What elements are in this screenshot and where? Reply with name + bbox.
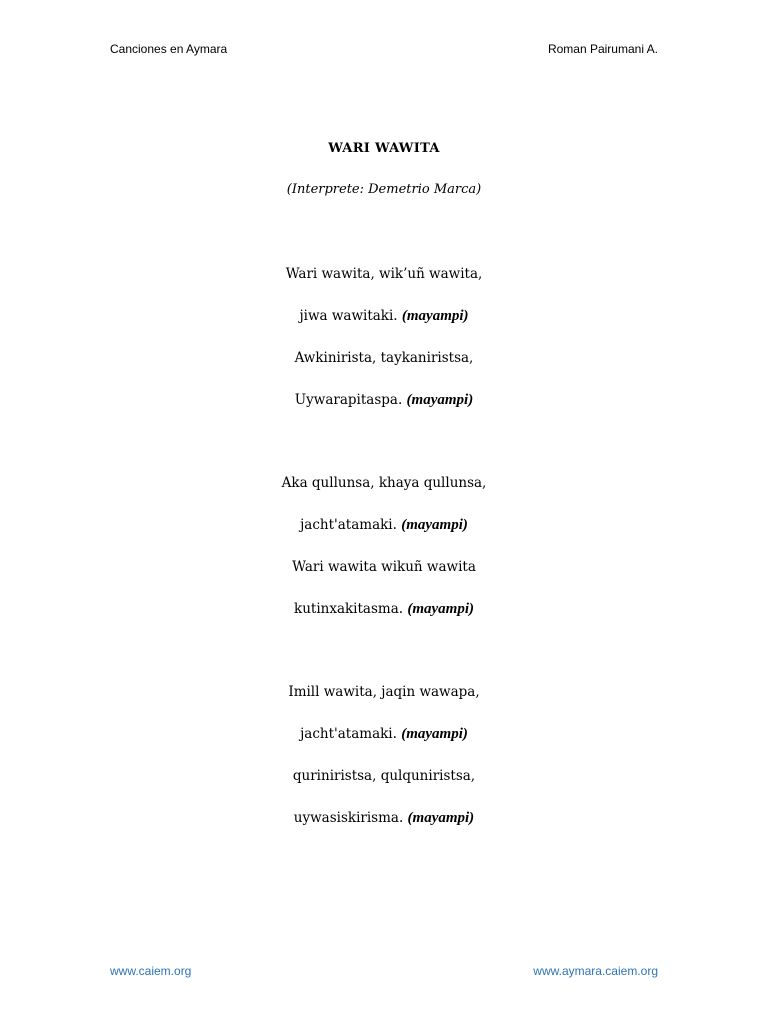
- lyric-line: [0, 264, 768, 284]
- lyric-line: [0, 557, 768, 577]
- refrain-mark: (mayampi): [401, 517, 468, 533]
- lyric-line: [0, 515, 768, 535]
- page-footer: [110, 964, 658, 982]
- lyric-line: [0, 724, 768, 744]
- lyric-text: kutinxakitasma.: [294, 601, 408, 617]
- refrain-mark: (mayampi): [407, 810, 475, 826]
- lyric-text: Aka qullunsa, khaya qullunsa,: [281, 475, 487, 491]
- lyric-line: [0, 348, 768, 368]
- refrain-mark: (mayampi): [401, 726, 468, 742]
- lyric-text: jacht'atamaki.: [300, 726, 402, 742]
- lyric-text: uywasiskirisma.: [293, 810, 408, 826]
- page-header: [110, 42, 658, 60]
- lyric-text: Wari wawita wikuñ wawita: [292, 559, 476, 575]
- refrain-mark: (mayampi): [407, 601, 474, 617]
- refrain-mark: (mayampi): [406, 392, 474, 408]
- lyric-text: Uywarapitaspa.: [294, 392, 407, 408]
- song-interpreter: (Interprete: Demetrio Marca): [286, 182, 482, 197]
- lyric-line: [0, 808, 768, 828]
- lyric-line: [0, 306, 768, 326]
- lyric-line: [0, 390, 768, 410]
- lyric-text: jiwa wawitaki.: [299, 308, 402, 324]
- lyric-text: Awkinirista, taykaniristsa,: [294, 350, 474, 366]
- header-author: Roman Pairumani A.: [547, 42, 658, 56]
- song-title: WARI WAWITA: [328, 141, 440, 156]
- lyric-line: [0, 766, 768, 786]
- refrain-mark: (mayampi): [401, 308, 469, 324]
- header-book-title: Canciones en Aymara: [110, 42, 228, 56]
- aymara-caiem-link[interactable]: www.aymara.caiem.org: [533, 964, 658, 978]
- lyric-text: Imill wawita, jaqin wawapa,: [288, 684, 480, 700]
- lyric-text: jacht'atamaki.: [300, 517, 402, 533]
- lyric-line: [0, 682, 768, 702]
- caiem-link[interactable]: www.caiem.org: [110, 964, 192, 978]
- lyric-text: Wari wawita, wik’uñ wawita,: [285, 266, 483, 282]
- lyric-text: quriniristsa, qulquniristsa,: [292, 768, 476, 784]
- lyric-line: [0, 599, 768, 619]
- lyric-line: [0, 473, 768, 493]
